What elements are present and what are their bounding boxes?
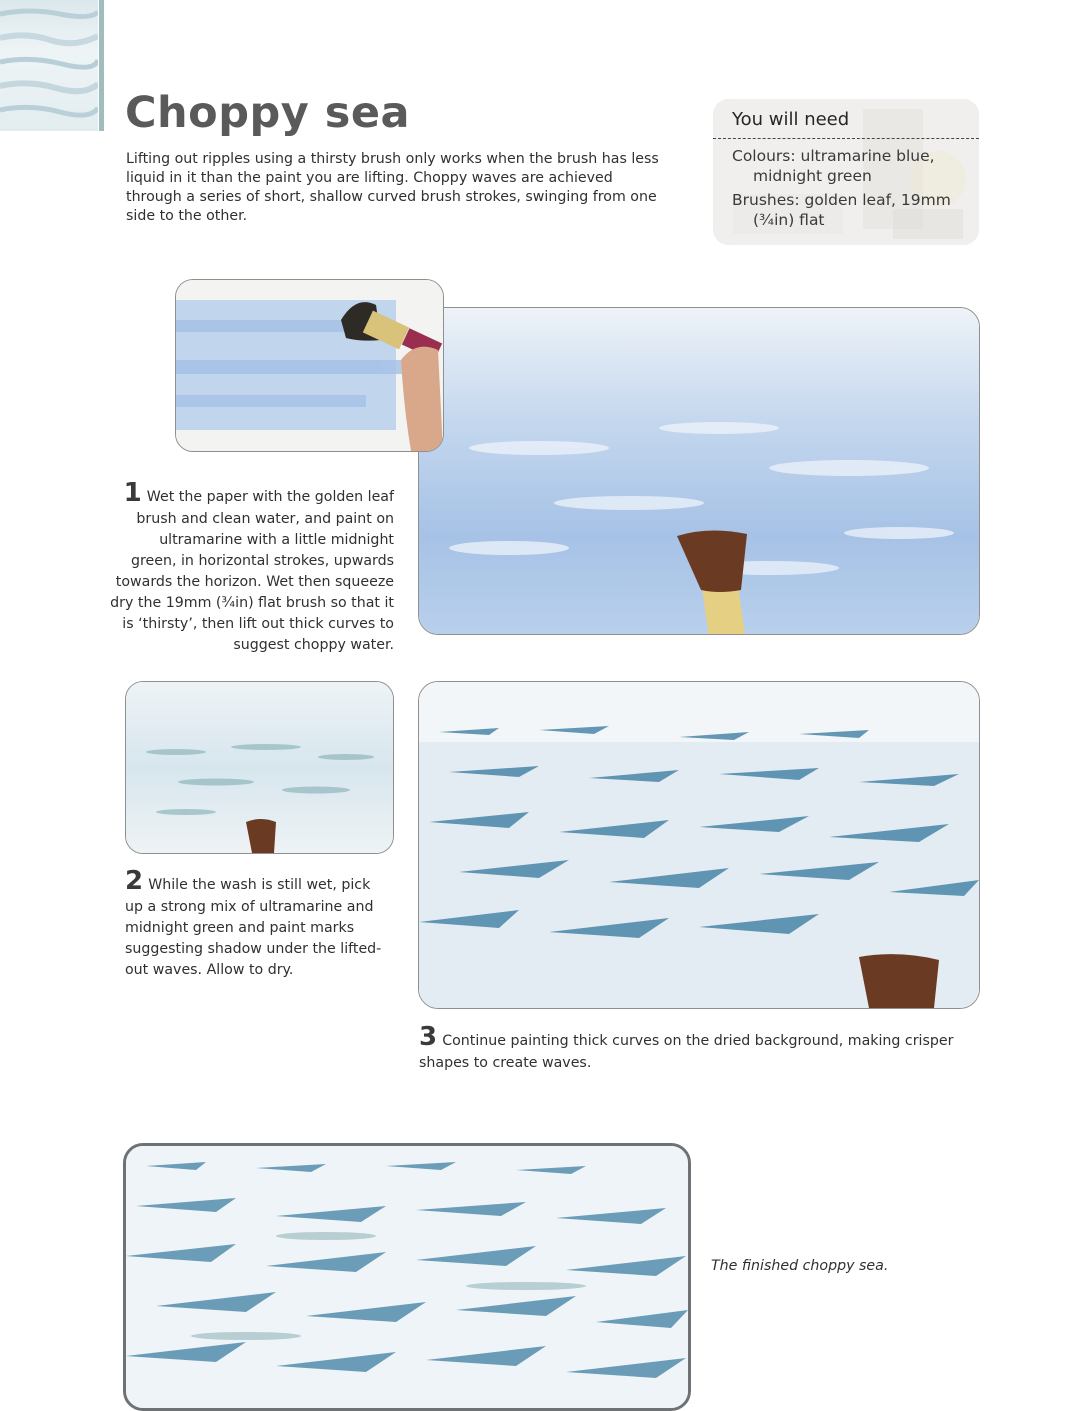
step3-photo [418, 681, 980, 1009]
step1-inset-photo [175, 279, 444, 452]
colours-continuation: midnight green [753, 167, 872, 185]
step3-brush-icon [859, 954, 939, 1008]
colours-label: Colours: ultramarine blue, [732, 147, 935, 165]
step3-number: 3 [419, 1022, 438, 1052]
accent-bar [99, 0, 104, 131]
step3-instructions [419, 1022, 979, 1073]
step1-main-photo [418, 307, 980, 635]
brushes-continuation: (¾in) flat [753, 211, 825, 229]
brushes-list [732, 190, 972, 230]
step2-text: While the wash is still wet, pick up a strong mix of ultramarine and midnight green and paint marks suggesting shadow under the lifted-out waves. Allow to dry. [125, 877, 382, 978]
corner-watercolour-swatch [0, 0, 98, 131]
step2-photo [125, 681, 394, 854]
step2-instructions [125, 866, 390, 980]
finished-painting-photo [123, 1143, 691, 1411]
step3-text: Continue painting thick curves on the dried background, making crisper shapes to create waves. [419, 1033, 954, 1071]
colours-list [732, 146, 972, 186]
corner-swatch-art [0, 0, 98, 131]
you-will-need-heading: You will need [732, 109, 850, 130]
dashed-divider [713, 138, 979, 139]
intro-paragraph: Lifting out ripples using a thirsty brush only works when the brush has less liquid in it than the paint you are lifting. Choppy waves are achieved through a series of short, shallow curved brush strokes, swinging from one side to the other. [126, 151, 659, 224]
finished-caption: The finished choppy sea. [711, 1258, 889, 1274]
step1-number: 1 [123, 478, 142, 508]
step2-number: 2 [125, 866, 144, 896]
you-will-need-box [713, 99, 979, 245]
page-title: Choppy sea [125, 88, 411, 138]
brushes-label: Brushes: golden leaf, 19mm [732, 191, 951, 209]
step1-instructions [110, 478, 394, 655]
step1-text: Wet the paper with the golden leaf brush and clean water, and paint on ultramarine with a little midnight green, in horizontal strokes, upwards towards the horizon. Wet then squeeze dry the 19mm (¾in) flat brush so that it is ‘thirsty’, then lift out thick curves to suggest choppy water. [110, 489, 394, 653]
